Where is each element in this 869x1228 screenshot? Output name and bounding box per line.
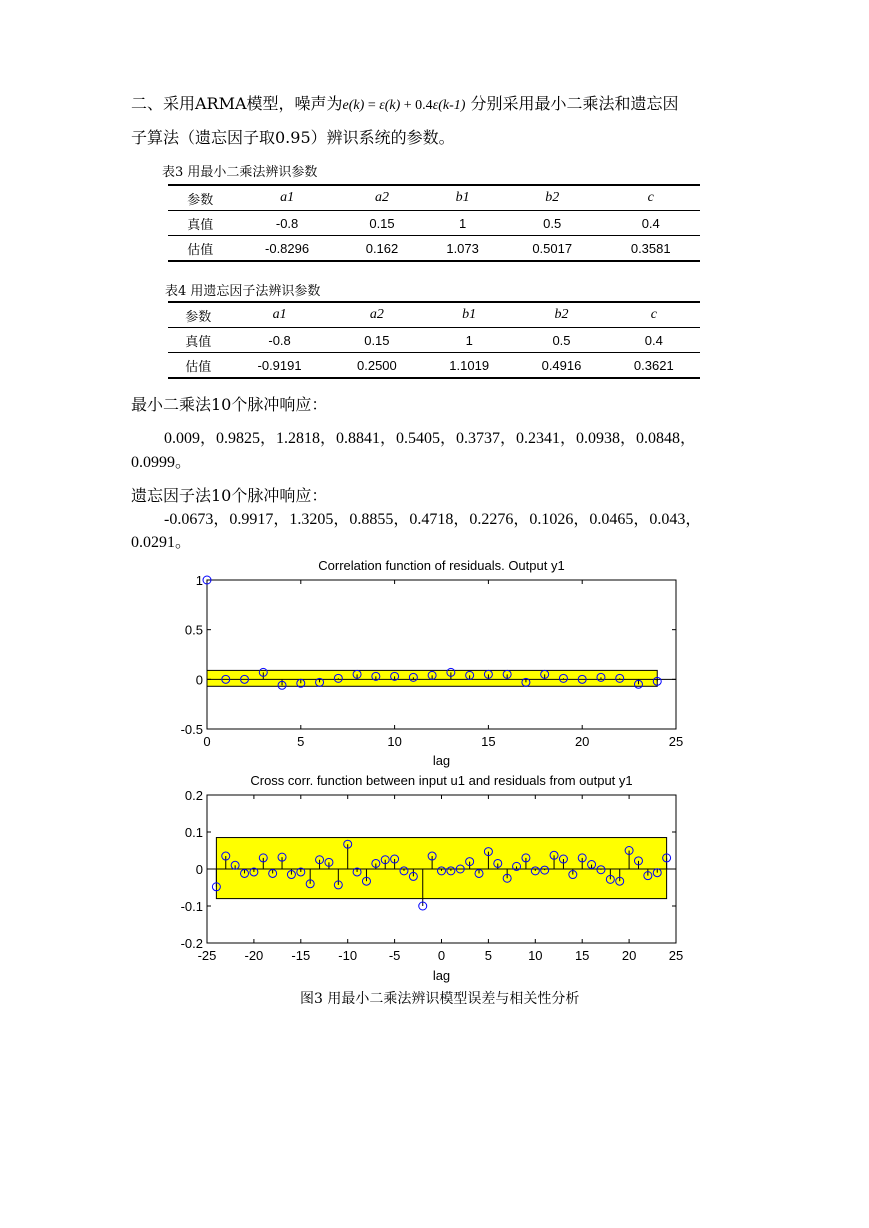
x-tick-label: 20 xyxy=(621,948,637,963)
x-tick-label: 0 xyxy=(437,948,446,963)
x-axis-label: lag xyxy=(432,968,451,983)
x-tick-label: -20 xyxy=(244,948,264,963)
x-tick-label: 25 xyxy=(668,948,684,963)
formula-eq: = xyxy=(364,98,380,113)
table3-caption: 表3 用最小二乘法辨识参数 xyxy=(162,165,318,180)
table4-cell: 0.4 xyxy=(608,328,700,353)
y-tick-label: -0.1 xyxy=(180,899,203,914)
table4-cell: -0.8 xyxy=(228,328,330,353)
x-tick-label: 5 xyxy=(484,948,493,963)
ff-impulse-values-1: -0.0673，0.9917，1.3205，0.8855，0.4718，0.2276，0.1026，0.0465，0.043， xyxy=(164,511,702,528)
formula-term2: ε(k-1) xyxy=(432,98,466,113)
x-tick-label: 20 xyxy=(574,734,590,749)
table3-cell: -0.8 xyxy=(232,211,341,236)
table3-cell: 0.5017 xyxy=(503,236,602,262)
table3-header-cell: a1 xyxy=(232,185,341,211)
table3-cell: 0.3581 xyxy=(601,236,700,262)
table3-cell: 估值 xyxy=(168,236,232,262)
table4-header-cell: a2 xyxy=(331,302,423,328)
table4-caption: 表4 用遗忘因子法辨识参数 xyxy=(165,284,321,299)
x-axis-label: lag xyxy=(432,753,451,768)
x-tick-label: 15 xyxy=(481,734,496,749)
table4-cell: 0.15 xyxy=(331,328,423,353)
table4-cell: 0.4916 xyxy=(515,353,607,379)
intro-line-2: 子算法（遗忘因子取0.95）辨识系统的参数。 xyxy=(131,128,455,147)
x-tick-label: 15 xyxy=(574,948,590,963)
axes-box xyxy=(207,580,676,729)
table4-cell: -0.9191 xyxy=(228,353,330,379)
x-tick-label: -15 xyxy=(291,948,311,963)
chart-1 xyxy=(181,558,684,768)
figure-caption: 图3 用最小二乘法辨识模型误差与相关性分析 xyxy=(300,991,580,1007)
x-tick-label: 0 xyxy=(203,734,211,749)
ls-impulse-values-1: 0.009，0.9825，1.2818，0.8841，0.5405，0.3737，0.2341，0.0938，0.0848， xyxy=(164,430,697,447)
table4-header-cell: 参数 xyxy=(168,302,228,328)
table4-header-cell: b2 xyxy=(515,302,607,328)
intro-prefix: 二、采用ARMA模型，噪声为 xyxy=(131,94,343,113)
table3-cell: 0.4 xyxy=(601,211,700,236)
x-tick-label: -25 xyxy=(197,948,217,963)
y-tick-label: 0.1 xyxy=(184,825,203,840)
table4-header-cell: c xyxy=(608,302,700,328)
ls-impulse-heading: 最小二乘法10个脉冲响应： xyxy=(131,395,328,414)
x-tick-label: 10 xyxy=(387,734,402,749)
intro-suffix: 分别采用最小二乘法和遗忘因 xyxy=(470,94,679,113)
x-tick-label: 5 xyxy=(297,734,305,749)
formula-plus: + 0.4 xyxy=(400,98,433,113)
table3-header-cell: c xyxy=(601,185,700,211)
x-tick-label: -5 xyxy=(388,948,401,963)
x-tick-label: 10 xyxy=(528,948,543,963)
table3-cell: 0.162 xyxy=(342,236,423,262)
ls-impulse-values-2: 0.0999。 xyxy=(131,454,192,471)
table4-header-cell: b1 xyxy=(423,302,515,328)
table4-cell: 估值 xyxy=(168,353,228,379)
table3-header-cell: b2 xyxy=(503,185,602,211)
x-tick-label: 25 xyxy=(668,734,684,749)
table3-cell: 0.15 xyxy=(342,211,423,236)
y-tick-label: -0.2 xyxy=(180,936,203,951)
formula-lhs: e(k) xyxy=(342,98,365,113)
table4-cell: 真值 xyxy=(168,328,228,353)
y-tick-label: -0.5 xyxy=(180,722,203,737)
chart-title: Correlation function of residuals. Output y1 xyxy=(318,558,565,573)
ff-impulse-heading: 遗忘因子法10个脉冲响应： xyxy=(131,486,328,505)
y-tick-label: 0.2 xyxy=(184,788,203,803)
table4-cell: 1 xyxy=(423,328,515,353)
table3-cell: 1.073 xyxy=(422,236,503,262)
y-tick-label: 0 xyxy=(195,672,203,688)
confidence-band xyxy=(216,838,666,899)
table4-header-cell: a1 xyxy=(228,302,330,328)
y-tick-label: 0.5 xyxy=(184,622,203,638)
table3-header-cell: b1 xyxy=(422,185,503,211)
chart-title: Cross corr. function between input u1 and residuals from output y1 xyxy=(250,773,633,788)
x-tick-label: -10 xyxy=(338,948,358,963)
table3-cell: 1 xyxy=(422,211,503,236)
table3-header-cell: a2 xyxy=(342,185,423,211)
table3-cell: -0.8296 xyxy=(232,236,341,262)
chart-2 xyxy=(181,773,684,983)
table3-cell: 真值 xyxy=(168,211,232,236)
table3-header-cell: 参数 xyxy=(168,185,232,211)
formula-term1: ε(k) xyxy=(379,98,401,113)
y-tick-label: 1 xyxy=(195,573,203,588)
table4-cell: 0.2500 xyxy=(331,353,423,379)
ff-impulse-values-2: 0.0291。 xyxy=(131,534,192,551)
table4-cell: 0.5 xyxy=(515,328,607,353)
y-tick-label: 0 xyxy=(195,862,203,877)
table3-cell: 0.5 xyxy=(503,211,602,236)
table4-cell: 1.1019 xyxy=(423,353,515,379)
table4-cell: 0.3621 xyxy=(608,353,700,379)
